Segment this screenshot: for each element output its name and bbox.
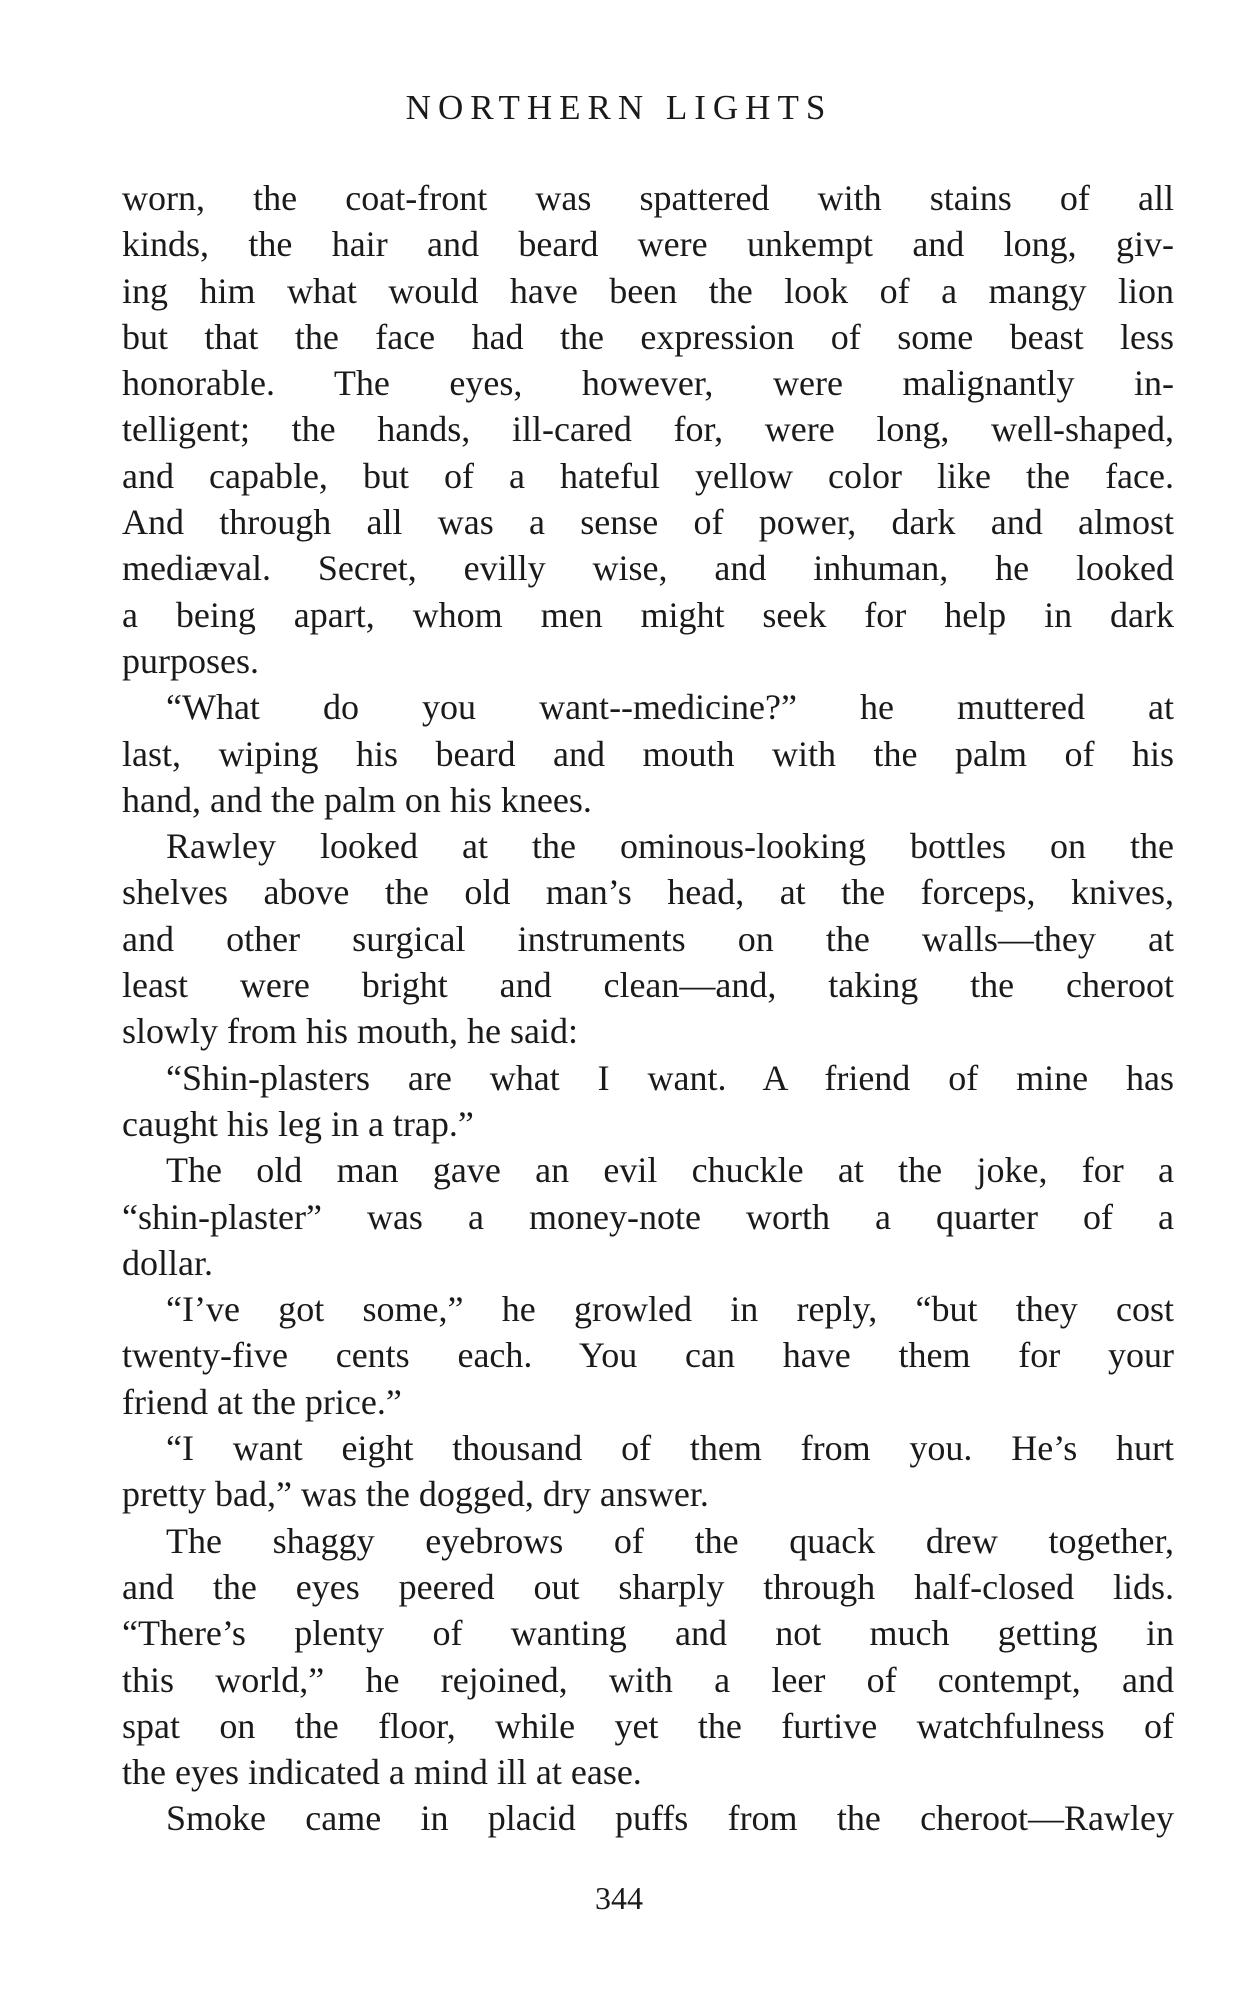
text-line: hand, and the palm on his knees. [122,779,592,820]
text-line: and the eyes peered out sharply through half-closed lids. [122,1566,1174,1607]
text-line: And through all was a sense of power, dark and almost [122,502,1174,543]
text-line: honorable. The eyes, however, were malignantly in- [122,363,1174,404]
text-line: friend at the price.” [122,1381,402,1422]
text-line: but that the face had the expression of some beast less [122,316,1174,357]
text-line: ing him what would have been the look of a mangy lion [122,270,1174,311]
text-line: this world,” he rejoined, with a leer of contempt, and [122,1659,1174,1700]
paragraph-1 [122,175,1174,684]
text-line: Rawley looked at the ominous-looking bottles on the [166,826,1174,867]
text-line: pretty bad,” was the dogged, dry answer. [122,1474,709,1515]
text-line: the eyes indicated a mind ill at ease. [122,1752,642,1793]
text-line: “There’s plenty of wanting and not much getting in [122,1613,1174,1654]
text-line: dollar. [122,1242,213,1283]
running-head: NORTHERN LIGHTS [405,88,833,127]
text-line: slowly from his mouth, he said: [122,1011,578,1052]
text-line: purposes. [122,640,259,681]
text-line: least were bright and clean—and, taking the cheroot [122,965,1174,1006]
text-line: “What do you want--medicine?” he muttered at [166,687,1174,728]
paragraph-9 [122,1795,1174,1841]
paragraph-6 [122,1286,1174,1425]
text-line: and other surgical instruments on the walls—they at [122,918,1174,959]
text-line: “I want eight thousand of them from you. He’s hurt [166,1428,1174,1469]
text-line: kinds, the hair and beard were unkempt and long, giv- [122,224,1174,265]
text-line: a being apart, whom men might seek for help in dark [122,594,1174,635]
paragraph-2 [122,684,1174,823]
text-line: mediæval. Secret, evilly wise, and inhuman, he looked [122,548,1174,589]
page-number: 344 [595,1880,643,1916]
text-line: twenty-five cents each. You can have them for your [122,1335,1174,1376]
text-line: telligent; the hands, ill-cared for, were long, well-shaped, [122,409,1174,450]
paragraph-5 [122,1147,1174,1286]
text-line: shelves above the old man’s head, at the forceps, knives, [122,872,1174,913]
text-line: “shin-plaster” was a money-note worth a quarter of a [122,1196,1174,1237]
text-line: “Shin-plasters are what I want. A friend of mine has [166,1057,1174,1098]
paragraph-7 [122,1425,1174,1518]
text-line: “I’ve got some,” he growled in reply, “but they cost [166,1289,1174,1330]
text-line: Smoke came in placid puffs from the cheroot—Rawley [166,1798,1174,1839]
text-line: worn, the coat-front was spattered with stains of all [122,178,1174,218]
paragraph-4 [122,1055,1174,1148]
body-text [122,175,1174,1842]
text-line: and capable, but of a hateful yellow color like the face. [122,455,1174,496]
text-line: caught his leg in a trap.” [122,1103,474,1144]
text-line: The old man gave an evil chuckle at the joke, for a [166,1150,1174,1191]
paragraph-3 [122,823,1174,1054]
text-line: The shaggy eyebrows of the quack drew together, [166,1520,1174,1561]
paragraph-8 [122,1518,1174,1796]
text-line: last, wiping his beard and mouth with the palm of his [122,733,1174,774]
text-line: spat on the floor, while yet the furtive watchfulness of [122,1705,1174,1746]
